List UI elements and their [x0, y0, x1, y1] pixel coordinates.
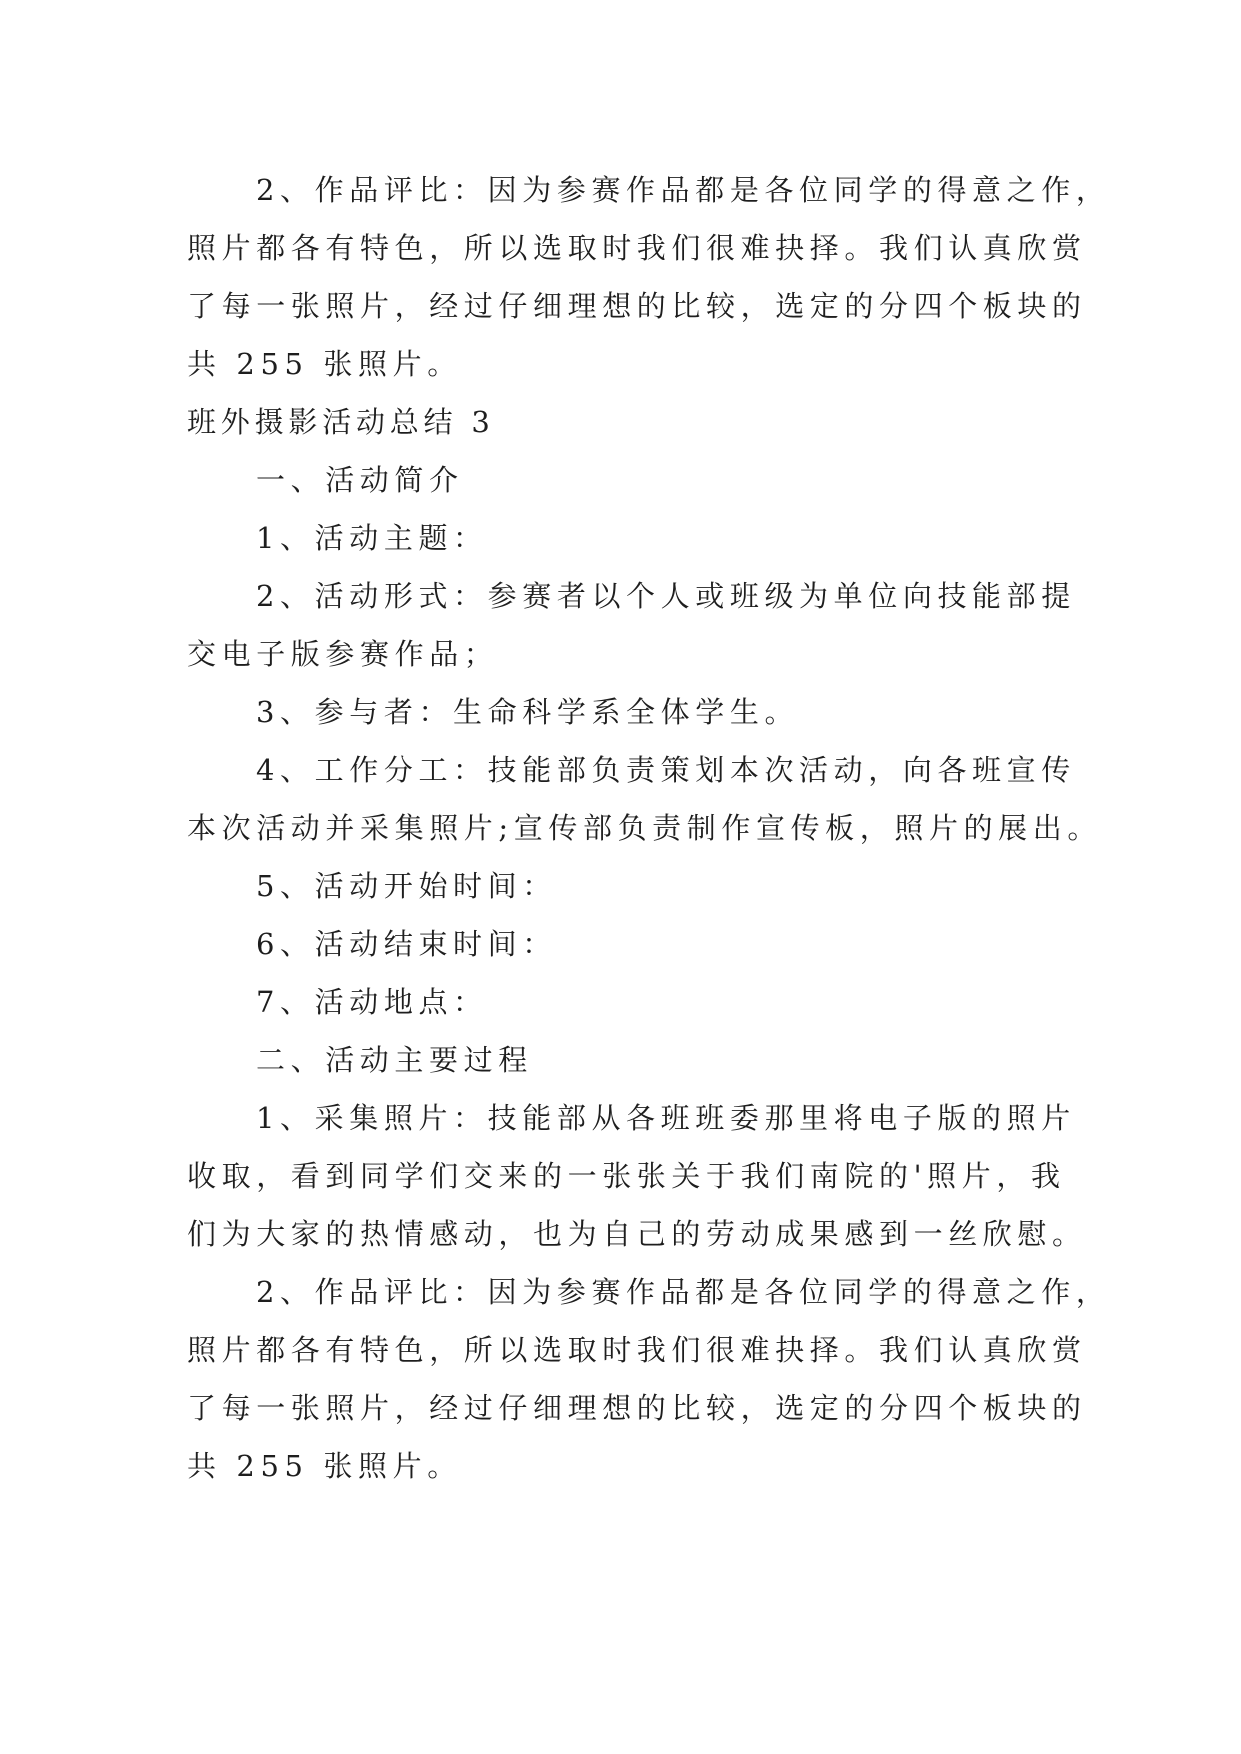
document-body	[187, 161, 1111, 1495]
document-title: 班外摄影活动总结 3	[187, 405, 495, 439]
section-heading: 二、活动主要过程	[256, 1043, 533, 1077]
list-item-continuation: 本次活动并采集照片;宣传部负责制作宣传板，照片的展出。	[187, 811, 1102, 845]
list-item: 2、活动形式：参赛者以个人或班级为单位向技能部提	[256, 579, 1076, 613]
list-item: 6、活动结束时间：	[256, 927, 557, 961]
list-item: 5、活动开始时间：	[256, 869, 557, 903]
list-item: 1、采集照片：技能部从各班班委那里将电子版的照片	[256, 1101, 1076, 1135]
list-item: 3、参与者：生命科学系全体学生。	[256, 695, 800, 729]
paragraph-line: 共 255 张照片。	[187, 347, 462, 381]
paragraph-line: 照片都各有特色，所以选取时我们很难抉择。我们认真欣赏	[187, 231, 1087, 265]
section-heading: 一、活动简介	[256, 463, 464, 497]
paragraph-line: 了每一张照片，经过仔细理想的比较，选定的分四个板块的	[187, 289, 1087, 323]
list-item-continuation: 共 255 张照片。	[187, 1449, 462, 1483]
paragraph-line: 2、作品评比：因为参赛作品都是各位同学的得意之作，	[256, 173, 1111, 207]
list-item-continuation: 照片都各有特色，所以选取时我们很难抉择。我们认真欣赏	[187, 1333, 1087, 1367]
list-item-continuation: 交电子版参赛作品；	[187, 637, 499, 671]
list-item: 7、活动地点：	[256, 985, 488, 1019]
list-item: 4、工作分工：技能部负责策划本次活动，向各班宣传	[256, 753, 1076, 787]
list-item-continuation: 收取，看到同学们交来的一张张关于我们南院的'照片，我	[187, 1159, 1066, 1193]
list-item: 1、活动主题：	[256, 521, 488, 555]
list-item: 2、作品评比：因为参赛作品都是各位同学的得意之作，	[256, 1275, 1111, 1309]
list-item-continuation: 了每一张照片，经过仔细理想的比较，选定的分四个板块的	[187, 1391, 1087, 1425]
list-item-continuation: 们为大家的热情感动，也为自己的劳动成果感到一丝欣慰。	[187, 1217, 1087, 1251]
